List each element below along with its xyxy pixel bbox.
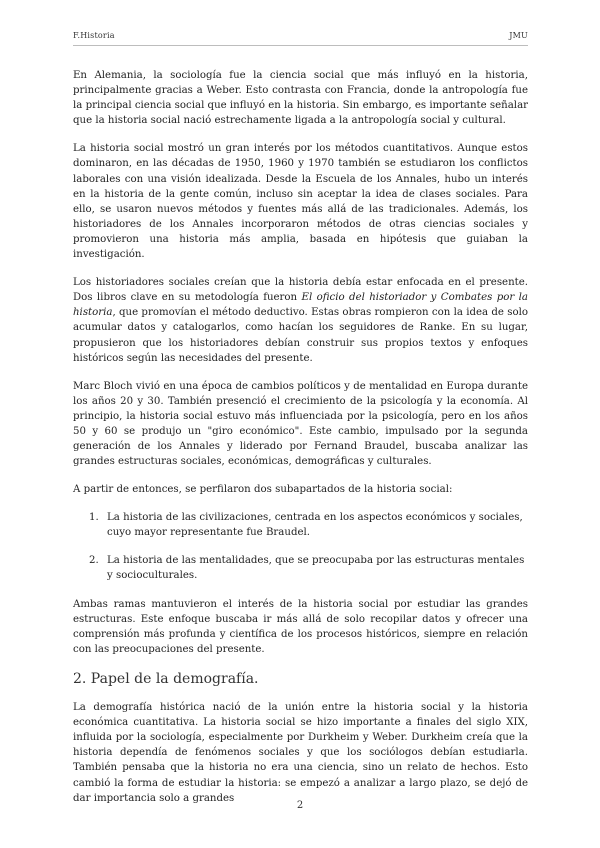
body-text — [73, 68, 528, 819]
list-item — [73, 553, 528, 583]
header-right-text: JMU — [509, 31, 528, 40]
section-heading: 2. Papel de la demografía. — [73, 671, 259, 688]
paragraph-3 — [73, 275, 528, 366]
paragraph-1: En Alemania, la sociología fue la ciencia social que más influyó en la historia, principalmente gracias a Weber. Esto contrasta con Francia, donde la antropología fue la principal ciencia social que influyó en la historia. Sin embargo, es importante señalar que la historia social nació estrechamente ligada a la antropología social y cultural. — [73, 70, 529, 127]
page-number: 2 — [296, 800, 304, 811]
paragraph-7: La demografía histórica nació de la unión entre la historia social y la historia económica cuantitativa. La historia social se hizo importante a finales del siglo XIX, influida por la sociología, especialmente por Durkheim y Weber. Durkheim creía que la historia dependía de fenómenos sociales y que los sociólogos debían estudiarla. También pensaba que la historia no era una ciencia, sino un relato de hechos. Esto cambió la forma de estudiar la historia: se empezó a analizar a largo plazo, se dejó de dar importancia solo a grandes — [73, 702, 528, 804]
paragraph-3-start: Los historiadores sociales creían que la historia debía estar enfocada en el presente. Dos libros clave en su metodología fueron — [73, 277, 528, 304]
paragraph-4: Marc Bloch vivió en una época de cambios políticos y de mentalidad en Europa durante los años 20 y 30. También presenció el crecimiento de la psicología y la economía. Al principio, la historia social estuvo más influenciada por la psicología, pero en los años 50 y 60 se produjo un "giro económico". Este cambio, impulsado por la segunda generación de los Annales y liderado por Fernand Braudel, buscaba analizar las grandes estructuras sociales, económicas, demográficas y culturales. — [73, 380, 528, 468]
list-item-number: 1. — [89, 512, 99, 524]
list-item-number: 2. — [89, 554, 99, 566]
header-divider — [73, 45, 528, 46]
list-item — [73, 510, 528, 540]
paragraph-3-end: , que promovían el método deductivo. Estas obras rompieron con la idea de solo acumular datos y catalogarlos, como hacían los seguidores de Ranke. En su lugar, propusieron que los historiadores debían construir sus propios textos y enfoques históricos según las necesidades del presente. — [73, 307, 528, 364]
paragraph-2: La historia social mostró un gran interés por los métodos cuantitativos. Aunque estos dominaron, en las décadas de 1950, 1960 y 1970 también se estudiaron los conflictos laborales con una visión idealizada. Desde la Escuela de los Annales, hubo un interés en la historia de la gente común, incluso sin aceptar la idea de clases sociales. Para ello, se usaron nuevos métodos y fuentes más allá de las tradicionales. Además, los historiadores de los Annales incorporaron métodos de otras ciencias sociales y promovieron una historia más amplia, basada en hipótesis que guiaban la investigación. — [73, 143, 528, 261]
header-left-text: F.Historia — [73, 31, 115, 40]
list-item-text: La historia de las mentalidades, que se preocupaba por las estructuras mentales y socioculturales. — [107, 554, 525, 581]
book-titles: El oficio del historiador y Combates por la historia — [73, 292, 528, 319]
subsections-list — [73, 510, 528, 582]
paragraph-6: Ambas ramas mantuvieron el interés de la historia social por estudiar las grandes estructuras. Este enfoque buscaba ir más allá de solo recopilar datos y ofrecer una comprensión más profunda y científica de los procesos históricos, siempre en relación con las preocupaciones del presente. — [73, 598, 528, 655]
paragraph-5: A partir de entonces, se perfilaron dos subapartados de la historia social: — [73, 484, 453, 496]
list-item-text: La historia de las civilizaciones, centrada en los aspectos económicos y sociales, cuyo mayor representante fue Braudel. — [107, 512, 523, 539]
